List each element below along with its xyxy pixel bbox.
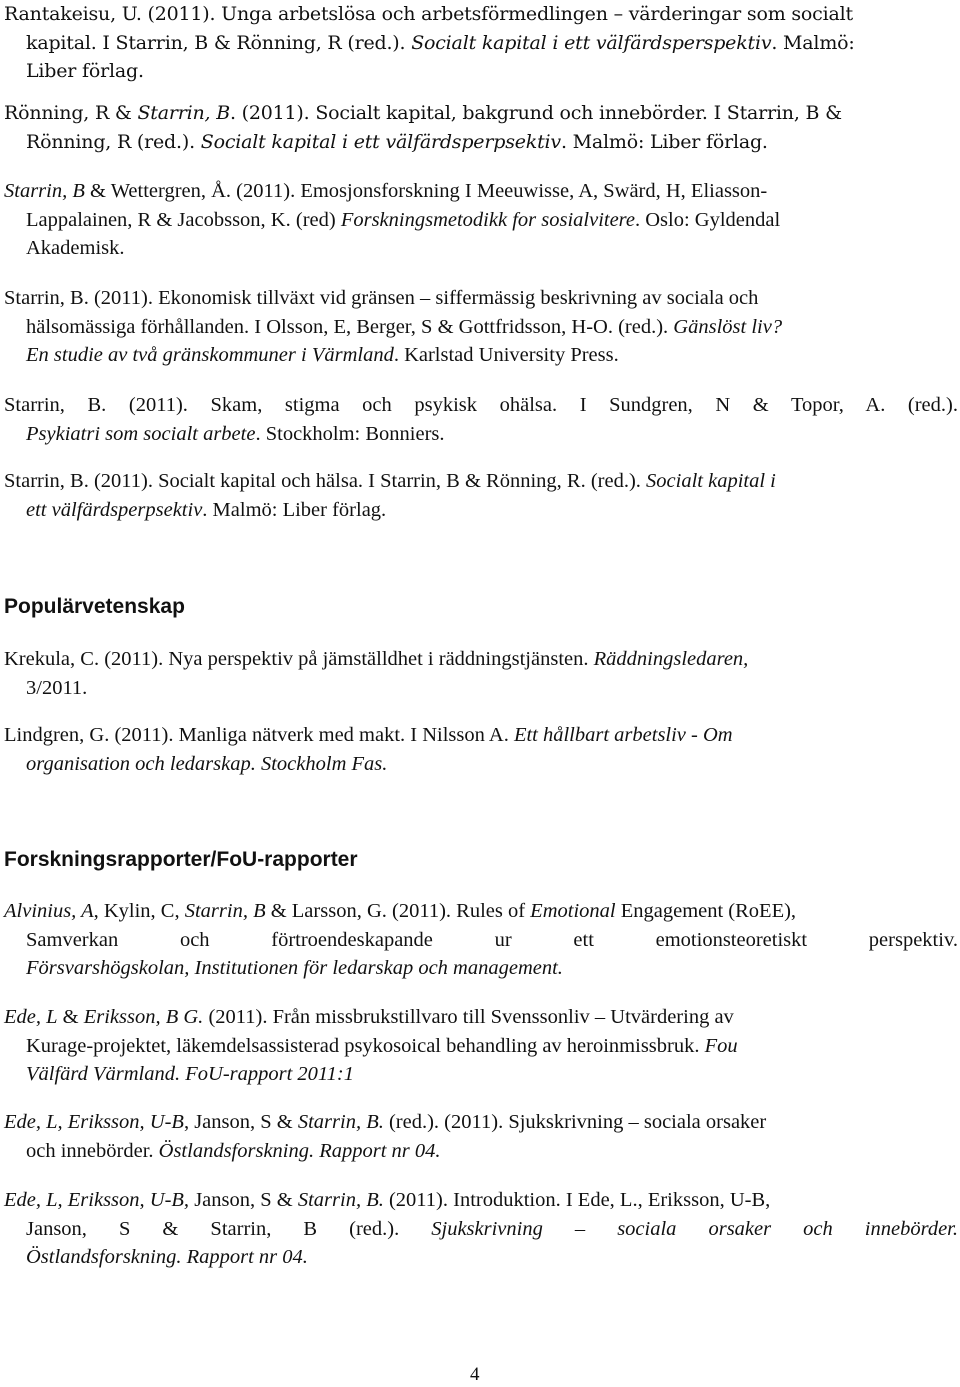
reference-line: Kurage-projektet, läkemdelsassisterad psykosoical behandling av heroinmissbruk. Fou xyxy=(26,1034,738,1057)
reference-line: Ede, L, Eriksson, U-B, Janson, S & Starrin, B. (red.). (2011). Sjukskrivning – sociala orsaker xyxy=(4,1111,767,1133)
page-number: 4 xyxy=(470,1364,480,1385)
reference-title: Socialt kapital i ett välfärdsperspektiv xyxy=(411,31,772,54)
reference-line: En studie av två gränskommuner i Värmland. Karlstad University Press. xyxy=(26,344,619,366)
reference-entry xyxy=(4,467,958,524)
reference-line: ett välfärdsperpsektiv. Malmö: Liber förlag. xyxy=(26,498,387,521)
reference-line xyxy=(4,1060,958,1089)
reference-title: Forskningsmetodikk for sosialvitere xyxy=(340,208,635,231)
reference-line: Janson, S & Starrin, B (red.). Sjukskrivning – sociala orsaker och innebörder. xyxy=(26,1217,958,1240)
reference-line: organisation och ledarskap. Stockholm Fas. xyxy=(26,752,388,775)
reference-title: Ett hållbart arbetsliv - Om xyxy=(513,724,733,746)
reference-line: Rantakeisu, U. (2011). Unga arbetslösa och arbetsförmedlingen – värderingar som socialt xyxy=(4,3,853,25)
reference-publisher: Östlandsforskning. Rapport nr 04. xyxy=(26,1246,308,1268)
reference-entry xyxy=(4,99,958,156)
reference-line: Lappalainen, R & Jacobsson, K. (red) Forskningsmetodikk for sosialvitere. Oslo: Gyldendal xyxy=(26,208,781,231)
section-heading: Populärvetenskap xyxy=(4,595,185,618)
reference-title: Gänslöst liv? xyxy=(673,315,783,338)
reference-entry xyxy=(4,284,958,370)
reference-line: Krekula, C. (2011). Nya perspektiv på jämställdhet i räddningstjänsten. Räddningsledaren, xyxy=(4,648,749,670)
reference-entry xyxy=(4,0,958,86)
reference-line xyxy=(4,1243,958,1272)
reference-publisher: Välfärd Värmland. FoU-rapport 2011:1 xyxy=(26,1063,354,1085)
reference-line: 3/2011. xyxy=(26,676,88,699)
reference-title: Psykiatri som socialt arbete xyxy=(26,422,256,445)
reference-line: Samverkan och förtroendeskapande ur ett emotionsteoretiskt perspektiv. xyxy=(26,928,958,951)
reference-line: Psykiatri som socialt arbete. Stockholm: Bonniers. xyxy=(26,422,445,445)
reference-title: Sjukskrivning – sociala orsaker och innebörder. xyxy=(431,1217,958,1240)
reference-line: Starrin, B. (2011). Socialt kapital och hälsa. I Starrin, B & Rönning, R. (red.). Socialt kapital i xyxy=(4,470,776,492)
reference-line: Akademisk. xyxy=(26,237,125,259)
reference-entry xyxy=(4,1108,958,1165)
reference-publisher: Östlandsforskning. Rapport nr 04. xyxy=(158,1139,441,1162)
reference-line: Starrin, B. (2011). Ekonomisk tillväxt vid gränsen – siffermässig beskrivning av sociala och xyxy=(4,287,759,309)
reference-entry xyxy=(4,721,958,778)
reference-entry xyxy=(4,897,958,983)
reference-line: hälsomässiga förhållanden. I Olsson, E, Berger, S & Gottfridsson, H-O. (red.). Gänslöst liv? xyxy=(26,315,783,338)
reference-line xyxy=(4,954,958,983)
reference-line: Lindgren, G. (2011). Manliga nätverk med makt. I Nilsson A. Ett hållbart arbetsliv - Om xyxy=(4,724,733,746)
reference-title: ett välfärdsperpsektiv xyxy=(26,498,203,521)
reference-entry xyxy=(4,391,958,448)
reference-line: Starrin, B. (2011). Skam, stigma och psykisk ohälsa. I Sundgren, N & Topor, A. (red.). xyxy=(4,394,958,416)
reference-line: Rönning, R (red.). Socialt kapital i ett välfärdsperpsektiv. Malmö: Liber förlag. xyxy=(26,130,768,153)
reference-line: Starrin, B & Wettergren, Å. (2011). Emosjonsforskning I Meeuwisse, A, Swärd, H, Eliasson- xyxy=(4,180,768,202)
reference-entry xyxy=(4,1003,958,1089)
reference-line: och innebörder. Östlandsforskning. Rapport nr 04. xyxy=(26,1139,441,1162)
reference-publisher: Försvarshögskolan, Institutionen för ledarskap och management. xyxy=(26,957,563,979)
reference-title: Räddningsledaren, xyxy=(593,648,749,670)
reference-line: Ede, L, Eriksson, U-B, Janson, S & Starrin, B. (2011). Introduktion. I Ede, L., Eriksson, U-B, xyxy=(4,1189,771,1211)
section-heading: Forskningsrapporter/FoU-rapporter xyxy=(4,848,358,871)
reference-line: Rönning, R & Starrin, B. (2011). Socialt kapital, bakgrund och innebörder. I Starrin, B & xyxy=(4,102,842,124)
reference-entry xyxy=(4,1186,958,1272)
reference-entry xyxy=(4,177,958,263)
reference-line: kapital. I Starrin, B & Rönning, R (red.). Socialt kapital i ett välfärdsperspektiv. Malmö: xyxy=(26,31,855,54)
reference-line: Ede, L & Eriksson, B G. (2011). Från missbrukstillvaro till Svenssonliv – Utvärdering av xyxy=(4,1006,734,1028)
reference-entry xyxy=(4,645,958,702)
reference-line: Alvinius, A, Kylin, C, Starrin, B & Larsson, G. (2011). Rules of Emotional Engagement (RoEE), xyxy=(4,900,797,922)
reference-line: Liber förlag. xyxy=(26,60,144,82)
reference-title: Socialt kapital i ett välfärdsperpsektiv xyxy=(200,130,561,153)
